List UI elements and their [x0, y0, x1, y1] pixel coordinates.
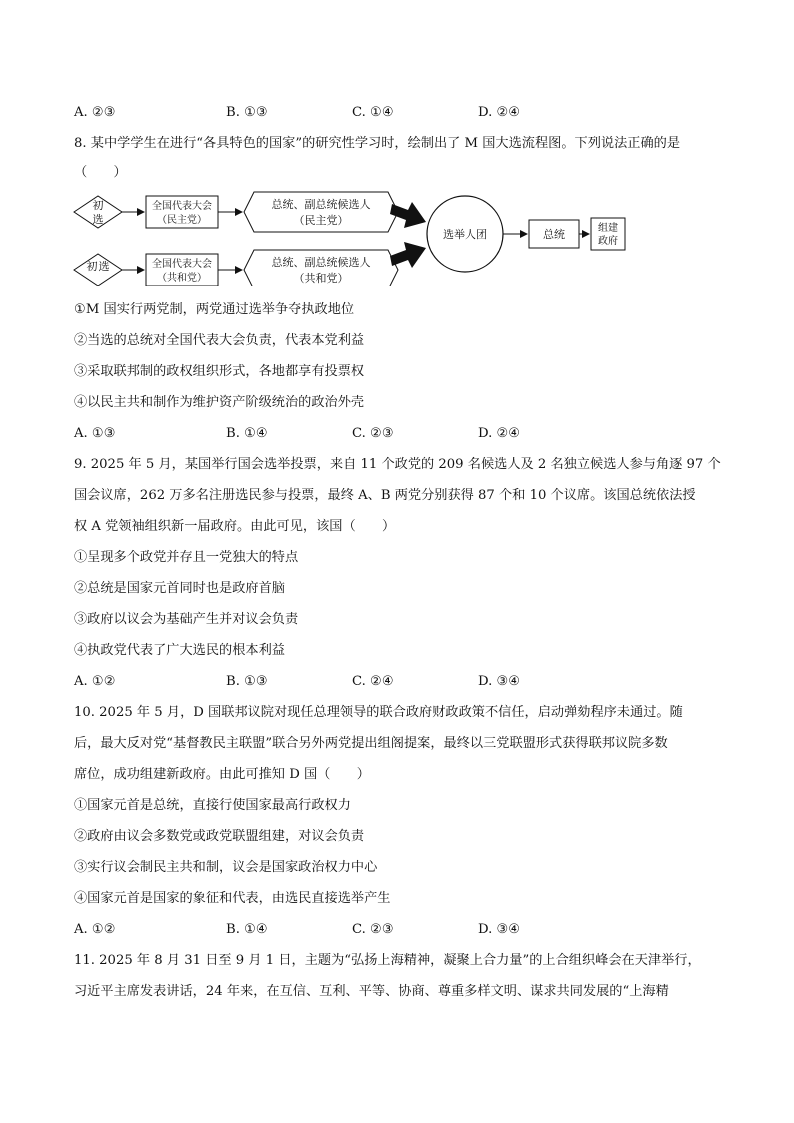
- q8-option-a: A. ①③: [74, 426, 116, 441]
- candidates-bottom-line2: （共和党）: [293, 272, 349, 285]
- q8-stem-line1: 8. 某中学学生在进行“各具特色的国家”的研究性学习时，绘制出了 M 国大选流程图。下列说法正确的是: [74, 136, 681, 151]
- election-flowchart: [70, 186, 710, 286]
- candidates-bottom-line1: 总统、副总统候选人: [271, 256, 371, 269]
- q9-option-c: C. ②④: [352, 674, 394, 689]
- form-government-line1: 组建: [598, 223, 618, 234]
- bold-arrow-bottom: [390, 242, 426, 268]
- q7-option-d: D. ②④: [478, 105, 521, 120]
- q10-option-a: A. ①②: [74, 922, 116, 937]
- q9-stem-line1: 9. 2025 年 5 月，某国举行国会选举投票，来自 11 个政党的 209 名候选人及 2 名独立候选人参与角逐 97 个: [74, 457, 721, 472]
- q9-stem-line2: 国会议席，262 万多名注册选民参与投票，最终 A、B 两党分别获得 87 个和 10 个议席。该国总统依法授: [74, 488, 696, 503]
- q9-option-b: B. ①③: [226, 674, 268, 689]
- q7-option-c: C. ①④: [352, 105, 394, 120]
- q10-option-d: D. ③④: [478, 922, 521, 937]
- primary-top-char2: 选: [92, 213, 104, 226]
- q9-statement-3: ③政府以议会为基础产生并对议会负责: [74, 612, 299, 627]
- q10-option-b: B. ①④: [226, 922, 268, 937]
- q9-option-d: D. ③④: [478, 674, 521, 689]
- q10-option-c: C. ②③: [352, 922, 394, 937]
- q8-statement-2: ②当选的总统对全国代表大会负责，代表本党利益: [74, 333, 365, 348]
- q8-statement-1: ①M 国实行两党制，两党通过选举争夺执政地位: [74, 302, 355, 317]
- q10-stem-line2: 后，最大反对党“基督教民主联盟”联合另外两党提出组阁提案，最终以三党联盟形式获得联邦议院多数: [74, 736, 668, 751]
- primary-bottom-char2: 选: [98, 260, 110, 273]
- q9-statement-4: ④执政党代表了广大选民的根本利益: [74, 643, 285, 658]
- candidates-top-line2: （民主党）: [293, 214, 349, 227]
- q10-statement-4: ④国家元首是国家的象征和代表，由选民直接选举产生: [74, 891, 391, 906]
- electoral-college-label: 选举人团: [443, 228, 487, 241]
- q11-stem-line2: 习近平主席发表讲话，24 年来，在互信、互利、平等、协商、尊重多样文明、谋求共同发展的“上海精: [74, 984, 669, 999]
- primary-top-char1: 初: [92, 199, 104, 212]
- convention-bottom-line1: 全国代表大会: [152, 259, 212, 270]
- convention-bottom-line2: （共和党）: [157, 273, 207, 284]
- president-label: 总统: [543, 228, 565, 241]
- q8-option-d: D. ②④: [478, 426, 521, 441]
- q9-stem-line3: 权 A 党领袖组织新一届政府。由此可见，该国（ ）: [74, 519, 396, 534]
- q10-stem-line3: 席位，成功组建新政府。由此可推知 D 国（ ）: [74, 767, 370, 782]
- q9-option-a: A. ①②: [74, 674, 116, 689]
- q11-stem-line1: 11. 2025 年 8 月 31 日至 9 月 1 日，主题为“弘扬上海精神，凝聚上合力量”的上合组织峰会在天津举行，: [74, 953, 701, 968]
- primary-bottom-char1: 初: [86, 260, 98, 273]
- q10-statement-1: ①国家元首是总统，直接行使国家最高行政权力: [74, 798, 351, 813]
- q10-stem-line1: 10. 2025 年 5 月，D 国联邦议院对现任总理领导的联合政府财政政策不信任，启动弹劾程序未通过。随: [74, 705, 683, 720]
- convention-top-line1: 全国代表大会: [152, 201, 212, 212]
- q9-statement-2: ②总统是国家元首同时也是政府首脑: [74, 581, 285, 596]
- q8-statement-4: ④以民主共和制作为维护资产阶级统治的政治外壳: [74, 395, 365, 410]
- q7-option-b: B. ①③: [226, 105, 268, 120]
- q9-statement-1: ①呈现多个政党并存且一党独大的特点: [74, 550, 299, 565]
- q8-option-b: B. ①④: [226, 426, 268, 441]
- q10-statement-2: ②政府由议会多数党或政党联盟组建，对议会负责: [74, 829, 365, 844]
- q8-option-c: C. ②③: [352, 426, 394, 441]
- candidates-top-line1: 总统、副总统候选人: [271, 198, 371, 211]
- q8-statement-3: ③采取联邦制的政权组织形式，各地都享有投票权: [74, 364, 365, 379]
- form-government-line2: 政府: [598, 236, 618, 247]
- bold-arrow-top: [390, 202, 426, 228]
- q7-option-a: A. ②③: [74, 105, 116, 120]
- q8-stem-line2: （ ）: [74, 165, 127, 180]
- convention-top-line2: （民主党）: [157, 215, 207, 226]
- q10-statement-3: ③实行议会制民主共和制，议会是国家政治权力中心: [74, 860, 378, 875]
